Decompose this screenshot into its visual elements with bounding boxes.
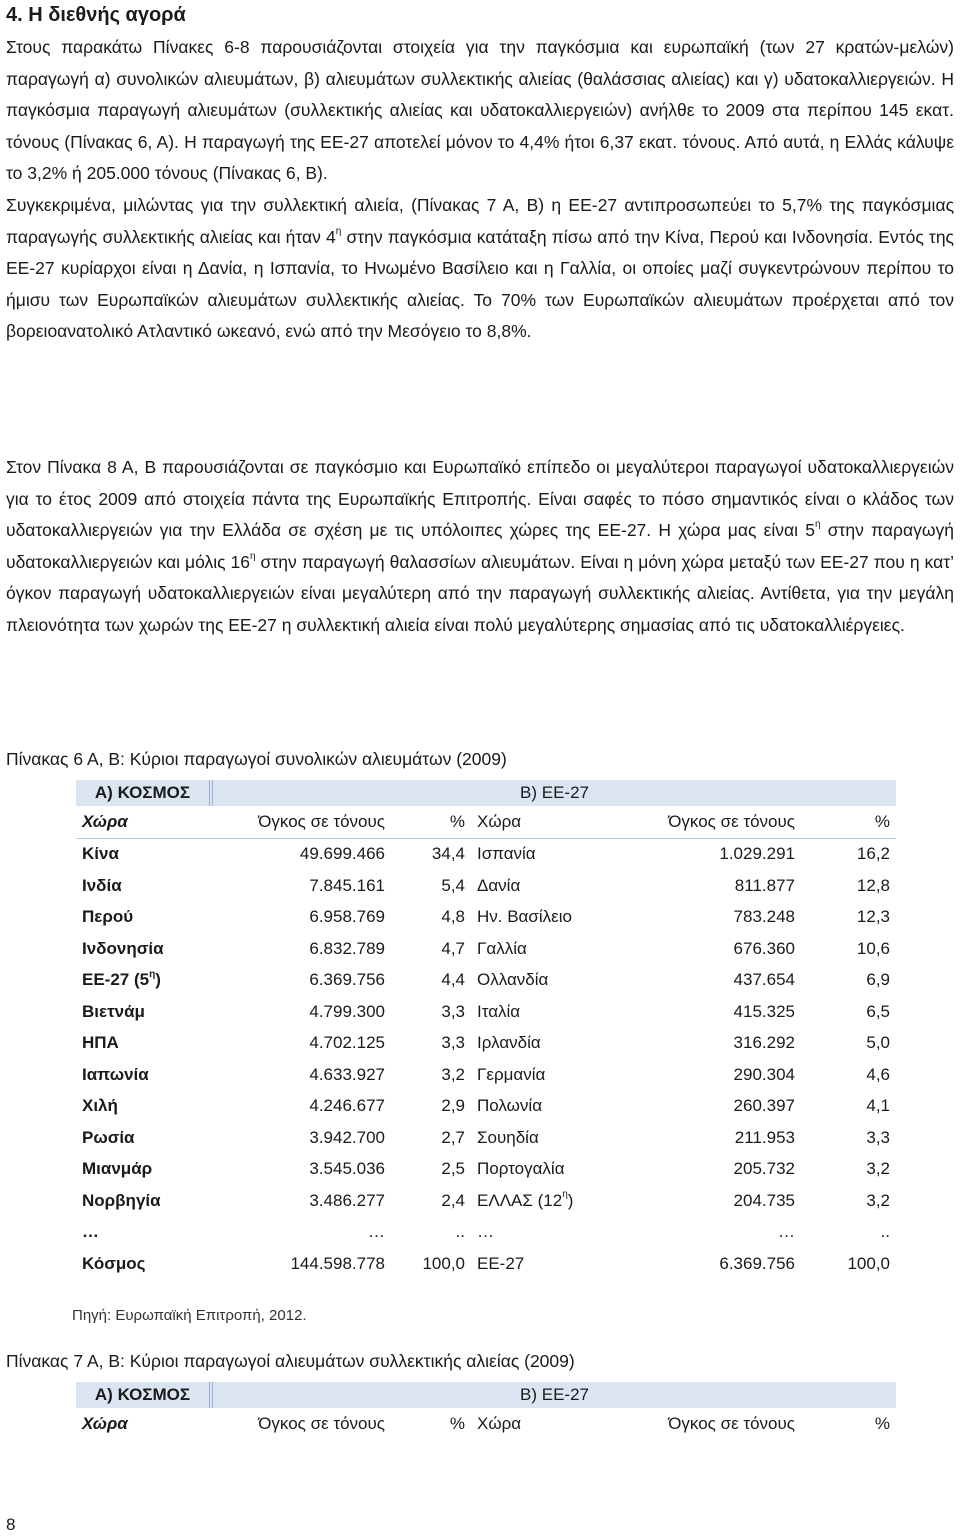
eu-pct-cell: 16,2 bbox=[856, 844, 891, 864]
table-row bbox=[76, 965, 896, 997]
world-volume-cell: 49.699.466 bbox=[299, 844, 385, 864]
eu-volume-cell: 290.304 bbox=[733, 1064, 795, 1084]
col-pct: % bbox=[874, 1413, 891, 1433]
section-title: 4. Η διεθνής αγορά bbox=[6, 4, 186, 26]
world-volume-cell: 3.545.036 bbox=[309, 1159, 385, 1179]
world-country-cell: Ινδία bbox=[82, 875, 122, 895]
eu-country-cell: Δανία bbox=[477, 875, 521, 895]
world-country-cell: Κόσμος bbox=[82, 1253, 146, 1273]
table6-header-world: Α) ΚΟΣΜΟΣ bbox=[76, 780, 211, 806]
table7-header-world: Α) ΚΟΣΜΟΣ bbox=[76, 1382, 211, 1408]
table-row bbox=[76, 1028, 896, 1060]
eu-country-cell: Γερμανία bbox=[477, 1064, 546, 1084]
world-volume-cell: 3.942.700 bbox=[309, 1127, 385, 1147]
world-volume-cell: 6.369.756 bbox=[309, 970, 385, 990]
page-number: 8 bbox=[6, 1515, 16, 1534]
ordinal-sup: η bbox=[250, 550, 256, 562]
source-note: Πηγή: Ευρωπαϊκή Επιτροπή, 2012. bbox=[72, 1307, 307, 1324]
table-row bbox=[76, 870, 896, 902]
eu-pct-cell: 10,6 bbox=[856, 938, 891, 958]
eu-country-cell: Σουηδία bbox=[477, 1127, 539, 1147]
world-volume-cell: … bbox=[368, 1222, 385, 1242]
eu-pct-cell: 5,0 bbox=[866, 1033, 891, 1053]
table6-body bbox=[76, 838, 896, 1280]
world-volume-cell: 3.486.277 bbox=[309, 1190, 385, 1210]
eu-pct-cell: 6,9 bbox=[866, 970, 891, 990]
table7-header-eu: Β) ΕΕ-27 bbox=[211, 1382, 896, 1408]
eu-volume-cell: 783.248 bbox=[733, 907, 795, 927]
col-country: Χώρα bbox=[82, 1413, 128, 1433]
paragraph-intro-text-3: στην παγκόσμια κατάταξη πίσω από την Κίνα, Περού και Ινδονησία. Εντός της ΕΕ-27 κυρίαρχοι είναι η Δανία, η Ισπανία, το Ηνωμένο Βασίλειο και η Γαλλία, οι οποίες μαζί συγκεντρώνουν περίπου το ήμισυ των Ευρωπαϊκών αλιευμάτων συλλεκτικής αλιείας. Το 70% των Ευρωπαϊκών αλιευμάτων προέρχεται από τον βορειοανατολικό Ατλαντικό ωκεανό, ενώ από την Μεσόγειο το 8,8%. bbox=[6, 226, 954, 342]
world-country-cell: Ινδονησία bbox=[82, 938, 164, 958]
col-pct: % bbox=[801, 806, 896, 838]
col-volume: Όγκος σε τόνους bbox=[211, 806, 391, 838]
table6-caption: Πίνακας 6 Α, Β: Κύριοι παραγωγοί συνολικών αλιευμάτων (2009) bbox=[6, 749, 507, 769]
table-row bbox=[76, 1154, 896, 1186]
eu-volume-cell: 204.735 bbox=[733, 1190, 795, 1210]
eu-pct-cell: 100,0 bbox=[847, 1253, 891, 1273]
eu-country-cell: Ιρλανδία bbox=[477, 1033, 541, 1053]
paragraph-intro-text-2: Συγκεκριμένα, μιλώντας για την συλλεκτική αλιεία, (Πίνακας 7 Α, Β) η ΕΕ-27 αντιπροσωπεύει το 5,7% της παγκόσμιας παραγωγής συλλεκτικής αλιείας και ήταν 4 bbox=[6, 194, 954, 247]
eu-country-cell: ΕΛΛΑΣ $(12^\eta)$ bbox=[477, 1189, 574, 1210]
eu-volume-cell: 6.369.756 bbox=[719, 1253, 795, 1273]
col-volume: Όγκος σε τόνους bbox=[668, 1413, 795, 1433]
col-pct: % bbox=[449, 1413, 465, 1433]
eu-pct-cell: 3,3 bbox=[866, 1127, 891, 1147]
world-country-cell: Χιλή bbox=[82, 1096, 118, 1116]
eu-pct-cell: .. bbox=[880, 1222, 891, 1242]
eu-pct-cell: 12,3 bbox=[856, 907, 891, 927]
table6-header-eu: Β) ΕΕ-27 bbox=[211, 780, 896, 806]
eu-country-cell: Πολωνία bbox=[477, 1096, 543, 1116]
eu-pct-cell: 3,2 bbox=[866, 1159, 891, 1179]
world-country-cell: … bbox=[82, 1222, 99, 1242]
eu-country-cell: Γαλλία bbox=[477, 938, 527, 958]
table-row bbox=[76, 1217, 896, 1249]
world-pct-cell: 4,4 bbox=[441, 970, 465, 990]
table6-header-row bbox=[76, 780, 896, 806]
world-country-cell: Ιαπωνία bbox=[82, 1064, 149, 1084]
world-pct-cell: 3,3 bbox=[441, 1001, 465, 1021]
paragraph-intro-text-1: Στους παρακάτω Πίνακες 6-8 παρουσιάζονται στοιχεία για την παγκόσμια και ευρωπαϊκή (των 27 κρατών-μελών) παραγωγή α) συνολικών αλιευμάτων, β) αλιευμάτων συλλεκτικής αλιείας (θαλάσσιας αλιείας) και γ) υδατοκαλλιεργειών. Η παγκόσμια παραγωγή αλιευμάτων (συλλεκτικής αλιείας και υδατοκαλλιεργειών) ανήλθε το 2009 στα περίπου 145 εκατ. τόνους (Πίνακας 6, Α). Η παραγωγή της ΕΕ-27 αποτελεί μόνον το 4,4% ήτοι 6,37 εκατ. τόνους. Από αυτά, η Ελλάς κάλυψε το 3,2% ή 205.000 τόνους (Πίνακας 6, Β). bbox=[6, 37, 954, 184]
world-pct-cell: 4,7 bbox=[441, 938, 465, 958]
table7-column-headers bbox=[76, 1408, 896, 1440]
table7-caption: Πίνακας 7 Α, Β: Κύριοι παραγωγοί αλιευμάτων συλλεκτικής αλιείας (2009) bbox=[6, 1351, 575, 1371]
eu-country-cell: Ην. Βασίλειο bbox=[477, 907, 572, 927]
world-volume-cell: 6.832.789 bbox=[309, 938, 385, 958]
eu-country-cell: Ιταλία bbox=[477, 1001, 521, 1021]
table7-header-row bbox=[76, 1382, 896, 1408]
table-row bbox=[76, 933, 896, 965]
world-volume-cell: 6.958.769 bbox=[309, 907, 385, 927]
eu-volume-cell: 676.360 bbox=[733, 938, 795, 958]
paragraph-intro bbox=[6, 32, 954, 348]
table-row bbox=[76, 1248, 896, 1280]
eu-volume-cell: … bbox=[778, 1222, 795, 1242]
world-pct-cell: .. bbox=[455, 1222, 465, 1242]
world-volume-cell: 4.246.677 bbox=[309, 1096, 385, 1116]
col-volume: Όγκος σε τόνους bbox=[631, 806, 801, 838]
eu-volume-cell: 211.953 bbox=[734, 1127, 795, 1147]
table-row bbox=[76, 1122, 896, 1154]
paragraph-aquaculture-text-2: στην παραγωγή υδατοκαλλιεργειών και μόλις 16 bbox=[6, 520, 954, 572]
world-pct-cell: 5,4 bbox=[441, 875, 465, 895]
table-row bbox=[76, 1059, 896, 1091]
world-country-cell: ΕΕ-27 $(5^\eta)$ bbox=[82, 968, 161, 990]
world-country-cell: Περού bbox=[82, 907, 134, 927]
eu-country-cell: ΕΕ-27 bbox=[477, 1253, 525, 1273]
eu-volume-cell: 1.029.291 bbox=[719, 844, 795, 864]
world-country-cell: Ρωσία bbox=[82, 1127, 135, 1147]
eu-country-cell: Πορτογαλία bbox=[477, 1159, 565, 1179]
world-pct-cell: 2,9 bbox=[441, 1096, 465, 1116]
table-row bbox=[76, 1185, 896, 1217]
eu-volume-cell: 205.732 bbox=[733, 1159, 795, 1179]
world-country-cell: ΗΠΑ bbox=[82, 1033, 119, 1053]
paragraph-aquaculture-text-3: στην παραγωγή θαλασσίων αλιευμάτων. Είναι η μόνη χώρα μεταξύ των ΕΕ-27 που η κατ’ όγκον παραγωγή υδατοκαλλιεργειών είναι μεγαλύτερη από την παραγωγή συλλεκτικής αλιείας. Αντίθετα, για την μεγάλη πλειονότητα των χωρών της ΕΕ-27 η συλλεκτική αλιεία είναι πολύ μεγαλύτερης σημασίας από τις υδατοκαλλιέργειες. bbox=[6, 551, 955, 635]
world-country-cell: Βιετνάμ bbox=[82, 1001, 145, 1021]
eu-pct-cell: 6,5 bbox=[866, 1001, 891, 1021]
eu-volume-cell: 415.325 bbox=[733, 1001, 795, 1021]
table-row bbox=[76, 902, 896, 934]
eu-pct-cell: 3,2 bbox=[866, 1190, 891, 1210]
eu-pct-cell: 12,8 bbox=[856, 875, 891, 895]
col-country: Χώρα bbox=[76, 806, 211, 838]
world-country-cell: Μιανμάρ bbox=[82, 1159, 153, 1179]
eu-country-cell: … bbox=[477, 1222, 494, 1242]
world-country-cell: Κίνα bbox=[82, 844, 119, 864]
table-row bbox=[76, 996, 896, 1028]
world-pct-cell: 34,4 bbox=[431, 844, 465, 864]
eu-country-cell: Ισπανία bbox=[477, 844, 536, 864]
ordinal-sup: η bbox=[335, 225, 342, 237]
table-row bbox=[76, 838, 896, 870]
world-pct-cell: 3,2 bbox=[441, 1064, 465, 1084]
paragraph-aquaculture bbox=[6, 452, 954, 642]
col-pct: % bbox=[391, 806, 471, 838]
eu-country-cell: Ολλανδία bbox=[477, 970, 549, 990]
eu-pct-cell: 4,6 bbox=[866, 1064, 891, 1084]
eu-pct-cell: 4,1 bbox=[866, 1096, 891, 1116]
world-pct-cell: 4,8 bbox=[441, 907, 465, 927]
paragraph-aquaculture-text-1: Στον Πίνακα 8 Α, Β παρουσιάζονται σε παγκόσμιο και Ευρωπαϊκό επίπεδο οι μεγαλύτεροι παραγωγοί υδατοκαλλιεργειών για το έτος 2009 από στοιχεία πάντα της Ευρωπαϊκής Επιτροπής. Είναι σαφές το πόσο σημαντικός είναι ο κλάδος των υδατοκαλλιεργειών για την Ελλάδα σε σχέση με τις υπόλοιπες χώρες της ΕΕ-27. Η χώρα μας είναι 5 bbox=[6, 457, 954, 541]
world-pct-cell: 2,7 bbox=[441, 1127, 465, 1147]
eu-volume-cell: 260.397 bbox=[733, 1096, 795, 1116]
world-volume-cell: 144.598.778 bbox=[290, 1253, 385, 1273]
world-country-cell: Νορβηγία bbox=[82, 1190, 161, 1210]
eu-volume-cell: 811.877 bbox=[734, 875, 795, 895]
world-volume-cell: 4.702.125 bbox=[309, 1033, 385, 1053]
col-country: Χώρα bbox=[477, 1413, 522, 1433]
table-row bbox=[76, 1091, 896, 1123]
world-pct-cell: 3,3 bbox=[441, 1033, 465, 1053]
eu-volume-cell: 316.292 bbox=[733, 1033, 795, 1053]
col-country: Χώρα bbox=[471, 806, 631, 838]
eu-volume-cell: 437.654 bbox=[733, 970, 795, 990]
col-volume: Όγκος σε τόνους bbox=[258, 1413, 385, 1433]
world-volume-cell: 7.845.161 bbox=[309, 875, 385, 895]
table6 bbox=[76, 780, 896, 1280]
world-pct-cell: 100,0 bbox=[422, 1253, 465, 1273]
table6-column-headers bbox=[76, 806, 896, 838]
table7 bbox=[76, 1382, 896, 1440]
world-pct-cell: 2,4 bbox=[441, 1190, 465, 1210]
world-volume-cell: 4.633.927 bbox=[309, 1064, 385, 1084]
world-volume-cell: 4.799.300 bbox=[309, 1001, 385, 1021]
world-pct-cell: 2,5 bbox=[441, 1159, 465, 1179]
ordinal-sup: η bbox=[814, 519, 821, 531]
